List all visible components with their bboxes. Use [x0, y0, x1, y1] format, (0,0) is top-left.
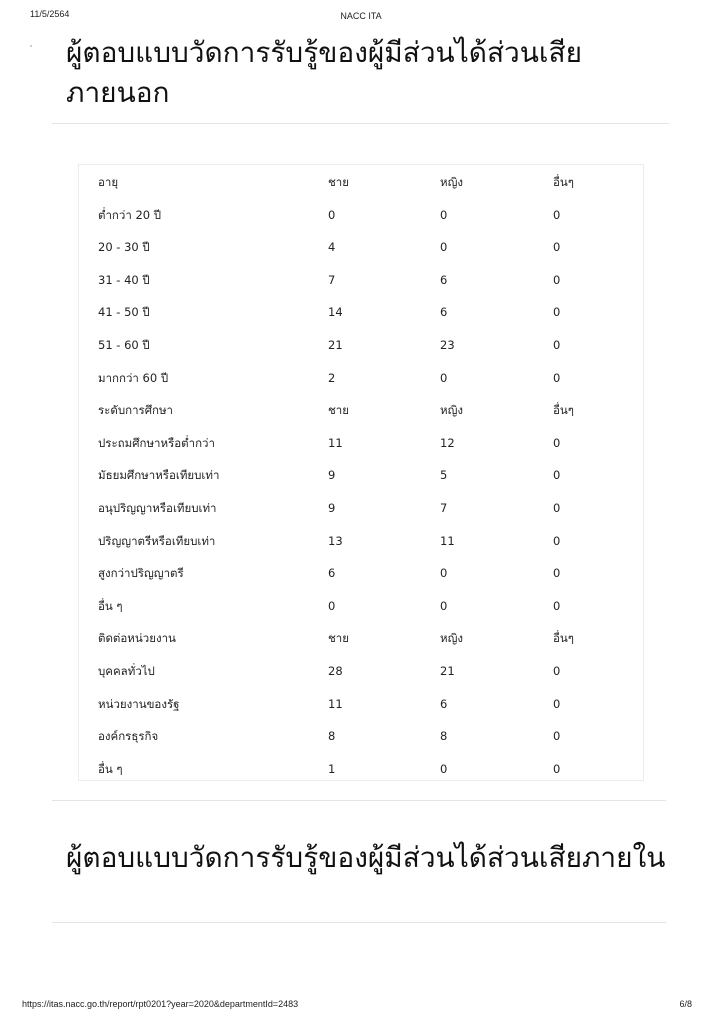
section-title-internal: ผู้ตอบแบบวัดการรับรู้ของผู้มีส่วนได้ส่วนเสียภายใน — [66, 841, 666, 874]
row-label: 31 - 40 ปี — [98, 272, 150, 287]
cell-value: 0 — [440, 240, 448, 255]
table-group-header-row — [79, 628, 643, 648]
cell-value: 21 — [328, 338, 343, 352]
table-row — [79, 335, 643, 355]
table-row — [79, 759, 643, 779]
table-row — [79, 270, 643, 290]
column-header: อื่นๆ — [553, 175, 574, 189]
cell-value: 21 — [440, 664, 455, 678]
cell-value: 0 — [440, 566, 448, 581]
column-header: ชาย — [328, 631, 350, 646]
cell-value: 0 — [553, 207, 561, 222]
cell-value: 0 — [553, 338, 561, 352]
cell-value: 11 — [328, 435, 343, 450]
table-row — [79, 302, 643, 322]
cell-value: 0 — [553, 305, 561, 320]
table-row — [79, 498, 643, 518]
cell-value: 7 — [440, 501, 448, 515]
section-title-external: ผู้ตอบแบบวัดการรับรู้ของผู้มีส่วนได้ส่วนเสียภายนอก — [66, 36, 582, 109]
cell-value: 0 — [440, 370, 448, 385]
table-row — [79, 726, 643, 746]
row-label: ติดต่อหน่วยงาน — [98, 631, 176, 646]
column-header: ชาย — [328, 403, 350, 418]
cell-value: 0 — [328, 598, 336, 613]
cell-value: 7 — [328, 272, 336, 287]
cell-value: 0 — [553, 435, 561, 450]
print-date: 11/5/2564 — [30, 9, 70, 19]
row-label: อนุปริญญาหรือเทียบเท่า — [98, 501, 217, 515]
cell-value: 0 — [553, 598, 561, 613]
cell-value: 23 — [440, 338, 455, 352]
cell-value: 6 — [440, 696, 448, 711]
row-label: สูงกว่าปริญญาตรี — [98, 566, 184, 581]
row-label: ต่ำกว่า 20 ปี — [98, 207, 162, 222]
table-row — [79, 465, 643, 485]
table-row — [79, 694, 643, 714]
cell-value: 0 — [553, 501, 561, 515]
row-label: อื่น ๆ — [98, 598, 123, 613]
column-header: หญิง — [440, 403, 463, 418]
cell-value: 0 — [553, 533, 561, 548]
cell-value: 0 — [553, 696, 561, 711]
cell-value: 2 — [328, 370, 336, 385]
cell-value: 5 — [440, 468, 448, 483]
row-label: ระดับการศึกษา — [98, 403, 174, 418]
table-row — [79, 368, 643, 388]
cell-value: 0 — [328, 207, 336, 222]
row-label: 51 - 60 ปี — [98, 338, 150, 352]
row-label: ปริญญาตรีหรือเทียบเท่า — [98, 533, 216, 548]
row-label: อายุ — [98, 175, 119, 189]
cell-value: 0 — [553, 761, 561, 776]
cell-value: 8 — [328, 729, 336, 744]
cell-value: 0 — [553, 240, 561, 255]
table-row — [79, 433, 643, 453]
cell-value: 11 — [440, 533, 455, 548]
row-label: 41 - 50 ปี — [98, 305, 150, 320]
cell-value: 0 — [553, 566, 561, 581]
row-label: หน่วยงานของรัฐ — [98, 696, 180, 711]
cell-value: 6 — [328, 566, 336, 581]
cell-value: 9 — [328, 468, 336, 483]
table-row — [79, 531, 643, 551]
cell-value: 1 — [328, 761, 336, 776]
cell-value: 6 — [440, 305, 448, 320]
column-header: ชาย — [328, 175, 350, 189]
print-footer-page-number: 6/8 — [679, 999, 692, 1009]
row-label: อื่น ๆ — [98, 761, 123, 776]
cell-value: 0 — [440, 761, 448, 776]
divider — [52, 800, 666, 801]
cell-value: 0 — [440, 207, 448, 222]
column-header: อื่นๆ — [553, 631, 574, 646]
column-header: หญิง — [440, 631, 463, 646]
cell-value: 11 — [328, 696, 343, 711]
cell-value: 0 — [440, 598, 448, 613]
cell-value: 13 — [328, 533, 343, 548]
table-row — [79, 237, 643, 257]
cell-value: 9 — [328, 501, 336, 515]
row-label: บุคคลทั่วไป — [98, 664, 155, 678]
cell-value: 28 — [328, 664, 343, 678]
table-group-header-row — [79, 172, 643, 192]
table-row — [79, 596, 643, 616]
cell-value: 0 — [553, 664, 561, 678]
cell-value: 0 — [553, 468, 561, 483]
cell-value: 0 — [553, 370, 561, 385]
row-label: องค์กรธุรกิจ — [98, 729, 159, 744]
row-label: 20 - 30 ปี — [98, 240, 150, 255]
column-header: หญิง — [440, 175, 463, 189]
table-group-header-row — [79, 400, 643, 420]
cell-value: 0 — [553, 729, 561, 744]
table-row — [79, 661, 643, 681]
print-header-title: NACC ITA — [340, 11, 382, 21]
scan-speck — [30, 45, 32, 47]
divider — [52, 922, 666, 923]
table-row — [79, 563, 643, 583]
cell-value: 12 — [440, 435, 455, 450]
respondents-table — [78, 164, 644, 781]
print-footer-url: https://itas.nacc.go.th/report/rpt0201?year=2020&departmentId=2483 — [22, 999, 299, 1009]
column-header: อื่นๆ — [553, 403, 574, 418]
cell-value: 0 — [553, 272, 561, 287]
cell-value: 14 — [328, 305, 343, 320]
row-label: มัธยมศึกษาหรือเทียบเท่า — [98, 468, 220, 483]
cell-value: 4 — [328, 240, 336, 255]
divider — [52, 123, 669, 124]
row-label: ประถมศึกษาหรือต่ำกว่า — [98, 435, 215, 450]
table-row — [79, 205, 643, 225]
cell-value: 6 — [440, 272, 448, 287]
cell-value: 8 — [440, 729, 448, 744]
row-label: มากกว่า 60 ปี — [98, 370, 169, 385]
